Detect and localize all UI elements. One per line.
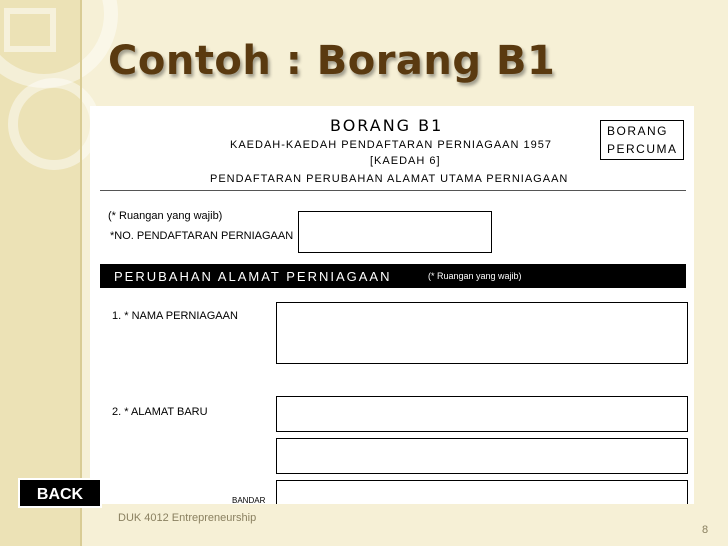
- registration-number-field[interactable]: [298, 211, 492, 253]
- left-decor-band: [0, 0, 80, 546]
- free-badge-line1: BORANG: [607, 124, 669, 138]
- decor-circle-large: [0, 0, 118, 88]
- section-title: PERUBAHAN ALAMAT PERNIAGAAN: [114, 269, 392, 284]
- slide-title: Contoh : Borang B1: [108, 38, 556, 84]
- decor-circle-small: [8, 78, 100, 170]
- footer-course: DUK 4012 Entrepreneurship: [118, 512, 257, 524]
- address-line-2-field[interactable]: [276, 438, 688, 474]
- form-subtitle-purpose: PENDAFTARAN PERUBAHAN ALAMAT UTAMA PERNIAGAAN: [210, 173, 569, 185]
- new-address-label: 2. * ALAMAT BARU: [112, 406, 208, 418]
- form-subtitle-rule-ref: [KAEDAH 6]: [370, 155, 441, 167]
- address-line-1-field[interactable]: [276, 396, 688, 432]
- section-mandatory-note: (* Ruangan yang wajib): [428, 271, 522, 281]
- mandatory-note: (* Ruangan yang wajib): [108, 210, 223, 222]
- left-divider: [80, 0, 82, 546]
- header-divider: [100, 190, 686, 191]
- free-badge-line2: PERCUMA: [607, 142, 678, 156]
- form-image: [90, 106, 694, 504]
- form-subtitle-rules: KAEDAH-KAEDAH PENDAFTARAN PERNIAGAAN 1957: [230, 139, 552, 151]
- business-name-label: 1. * NAMA PERNIAGAAN: [112, 310, 238, 322]
- city-field[interactable]: [276, 480, 688, 504]
- city-label: BANDAR: [232, 496, 266, 504]
- back-button[interactable]: BACK: [18, 478, 102, 508]
- business-name-field[interactable]: [276, 302, 688, 364]
- form-title: BORANG B1: [330, 116, 444, 135]
- free-form-badge: [600, 120, 684, 160]
- section-header-bar: [100, 264, 686, 288]
- registration-number-label: *NO. PENDAFTARAN PERNIAGAAN: [110, 230, 294, 242]
- page-number: 8: [702, 524, 709, 536]
